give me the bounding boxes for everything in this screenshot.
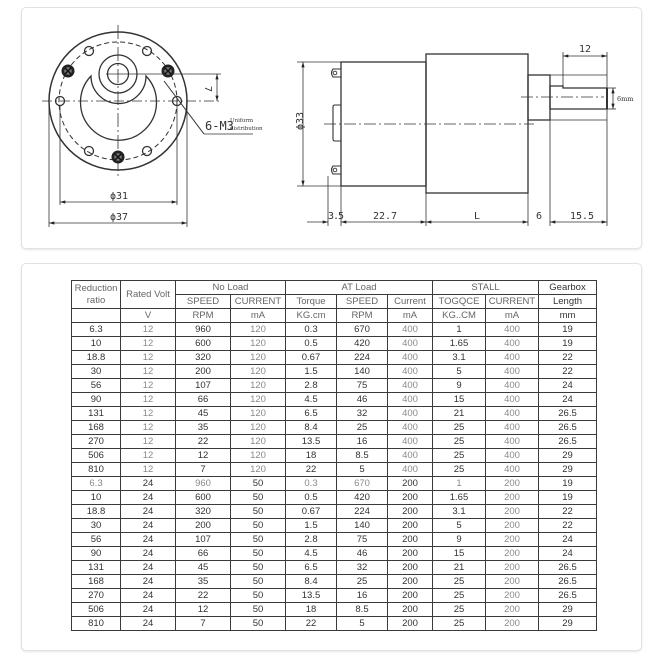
cell-al-torque: 0.3 (286, 323, 337, 337)
header-nl-current: CURRENT (231, 295, 286, 309)
header-st-current: CURRENT (486, 295, 539, 309)
cell-al-current: 200 (388, 477, 433, 491)
cell-nl-current: 120 (231, 323, 286, 337)
cell-al-current: 400 (388, 463, 433, 477)
cell-st-torque: 1 (433, 323, 486, 337)
cell-al-torque: 1.5 (286, 519, 337, 533)
cell-gearbox-length: 29 (539, 449, 597, 463)
cell-al-speed: 75 (337, 379, 388, 393)
cell-gearbox-length: 22 (539, 351, 597, 365)
cell-nl-speed: 107 (176, 379, 231, 393)
cell-st-current: 200 (486, 617, 539, 631)
header-reduction-text: Reduction (74, 282, 118, 294)
cell-nl-speed: 200 (176, 519, 231, 533)
cell-al-speed: 32 (337, 561, 388, 575)
motor-dimension-drawing (1, 1, 660, 261)
cell-nl-current: 50 (231, 617, 286, 631)
cell-nl-current: 120 (231, 463, 286, 477)
table-row (72, 617, 597, 631)
output-shaft (550, 86, 607, 109)
cell-rated-volt: 12 (121, 435, 176, 449)
table-row (72, 421, 597, 435)
cell-st-torque: 15 (433, 393, 486, 407)
header-no-load: No Load (176, 281, 286, 295)
dim-shaft-length-label: 15.5 (570, 211, 595, 222)
cell-nl-speed: 7 (176, 463, 231, 477)
front-view (42, 25, 221, 177)
dim-flat-length-label: 12 (579, 44, 592, 55)
cell-st-current: 400 (486, 337, 539, 351)
cell-rated-volt: 12 (121, 351, 176, 365)
cell-st-current: 400 (486, 365, 539, 379)
table-header (72, 281, 597, 323)
cell-reduction-ratio: 270 (72, 435, 121, 449)
cell-al-torque: 0.67 (286, 505, 337, 519)
cell-nl-speed: 66 (176, 547, 231, 561)
cell-reduction-ratio: 56 (72, 379, 121, 393)
cell-st-current: 200 (486, 533, 539, 547)
cell-reduction-ratio: 270 (72, 589, 121, 603)
cell-al-speed: 16 (337, 589, 388, 603)
cell-gearbox-length: 19 (539, 323, 597, 337)
cell-rated-volt: 12 (121, 393, 176, 407)
cell-al-torque: 6.5 (286, 407, 337, 421)
cell-al-current: 400 (388, 337, 433, 351)
cell-reduction-ratio: 30 (72, 365, 121, 379)
cell-nl-current: 50 (231, 505, 286, 519)
cell-al-torque: 0.5 (286, 337, 337, 351)
cell-rated-volt: 24 (121, 603, 176, 617)
cell-gearbox-length: 24 (539, 379, 597, 393)
header-unit-al-speed: RPM (337, 309, 388, 323)
cell-st-current: 400 (486, 421, 539, 435)
cell-gearbox-length: 22 (539, 505, 597, 519)
cell-rated-volt: 12 (121, 463, 176, 477)
dim-motor-length-label: 22.7 (373, 211, 398, 222)
cell-nl-current: 120 (231, 337, 286, 351)
cell-st-torque: 9 (433, 533, 486, 547)
cell-gearbox-length: 19 (539, 337, 597, 351)
cell-gearbox-length: 22 (539, 519, 597, 533)
dim-gearbox-length-label: L (474, 211, 481, 222)
specification-table-panel (21, 263, 642, 651)
cell-al-speed: 670 (337, 323, 388, 337)
dim-offset-label: 7 (202, 86, 213, 93)
cell-st-torque: 1.65 (433, 491, 486, 505)
dim-body-diameter-label: ϕ33 (295, 111, 306, 130)
header-al-speed: SPEED (337, 295, 388, 309)
cell-al-speed: 75 (337, 533, 388, 547)
cell-rated-volt: 24 (121, 575, 176, 589)
dim-boss-label: 6 (536, 211, 543, 222)
cell-rated-volt: 24 (121, 505, 176, 519)
motor-spec-table (71, 280, 597, 631)
table-row (72, 477, 597, 491)
cell-gearbox-length: 24 (539, 547, 597, 561)
cell-nl-current: 120 (231, 379, 286, 393)
cell-gearbox-length: 24 (539, 533, 597, 547)
cell-al-current: 400 (388, 379, 433, 393)
cell-al-torque: 8.4 (286, 421, 337, 435)
cell-st-current: 200 (486, 519, 539, 533)
header-unit-nl-current: mA (231, 309, 286, 323)
header-unit-st-current: mA (486, 309, 539, 323)
cell-al-current: 200 (388, 575, 433, 589)
table-row (72, 379, 597, 393)
cell-nl-current: 50 (231, 575, 286, 589)
cell-reduction-ratio: 18.8 (72, 505, 121, 519)
cell-rated-volt: 12 (121, 379, 176, 393)
cell-nl-speed: 22 (176, 435, 231, 449)
cell-gearbox-length: 26.5 (539, 561, 597, 575)
cell-al-speed: 420 (337, 337, 388, 351)
cell-gearbox-length: 24 (539, 393, 597, 407)
cell-al-speed: 32 (337, 407, 388, 421)
cell-st-current: 400 (486, 323, 539, 337)
cell-reduction-ratio: 90 (72, 393, 121, 407)
cell-gearbox-length: 19 (539, 491, 597, 505)
cell-nl-speed: 12 (176, 449, 231, 463)
dim-outer-diameter-label: ϕ37 (110, 212, 129, 223)
cell-al-torque: 18 (286, 603, 337, 617)
cell-nl-speed: 600 (176, 491, 231, 505)
table-row (72, 547, 597, 561)
dimension-drawing-panel (21, 7, 642, 249)
cell-st-current: 400 (486, 393, 539, 407)
cell-st-torque: 9 (433, 379, 486, 393)
table-row (72, 463, 597, 477)
cell-nl-speed: 960 (176, 477, 231, 491)
hole-note-distribution: distribution (230, 126, 263, 132)
cell-rated-volt: 24 (121, 617, 176, 631)
cell-nl-current: 120 (231, 435, 286, 449)
cell-st-current: 200 (486, 603, 539, 617)
table-row (72, 505, 597, 519)
header-unit-ratio-blank (72, 309, 121, 323)
output-boss (528, 75, 550, 120)
cell-al-speed: 8.5 (337, 449, 388, 463)
cell-nl-current: 120 (231, 393, 286, 407)
cell-reduction-ratio: 18.8 (72, 351, 121, 365)
cell-al-current: 400 (388, 435, 433, 449)
cell-al-torque: 22 (286, 463, 337, 477)
cell-gearbox-length: 26.5 (539, 435, 597, 449)
cell-al-torque: 13.5 (286, 589, 337, 603)
hole-note-label: 6-M3 (205, 119, 234, 133)
cell-nl-speed: 200 (176, 365, 231, 379)
cell-rated-volt: 24 (121, 491, 176, 505)
cell-st-current: 200 (486, 491, 539, 505)
cell-reduction-ratio: 506 (72, 603, 121, 617)
cell-nl-speed: 7 (176, 617, 231, 631)
cell-rated-volt: 12 (121, 407, 176, 421)
table-row (72, 407, 597, 421)
cell-nl-current: 50 (231, 561, 286, 575)
cell-al-torque: 4.5 (286, 547, 337, 561)
cell-reduction-ratio: 10 (72, 491, 121, 505)
table-row (72, 323, 597, 337)
cell-al-torque: 8.4 (286, 575, 337, 589)
cell-rated-volt: 12 (121, 449, 176, 463)
cell-al-speed: 140 (337, 519, 388, 533)
table-body (72, 323, 597, 631)
cell-al-speed: 8.5 (337, 603, 388, 617)
cell-nl-speed: 320 (176, 351, 231, 365)
cell-al-speed: 670 (337, 477, 388, 491)
cell-st-torque: 25 (433, 575, 486, 589)
dim-bolt-circle-label: ϕ31 (110, 191, 129, 202)
table-row (72, 435, 597, 449)
cell-gearbox-length: 26.5 (539, 575, 597, 589)
cell-al-torque: 13.5 (286, 435, 337, 449)
cell-al-current: 200 (388, 603, 433, 617)
cell-nl-current: 50 (231, 603, 286, 617)
cell-al-torque: 1.5 (286, 365, 337, 379)
cell-al-current: 200 (388, 505, 433, 519)
cell-nl-speed: 320 (176, 505, 231, 519)
cell-st-current: 400 (486, 351, 539, 365)
cell-reduction-ratio: 10 (72, 337, 121, 351)
table-row (72, 575, 597, 589)
header-al-current: Current (388, 295, 433, 309)
cell-gearbox-length: 22 (539, 365, 597, 379)
cell-al-torque: 2.8 (286, 533, 337, 547)
cell-reduction-ratio: 168 (72, 575, 121, 589)
cell-rated-volt: 24 (121, 547, 176, 561)
cell-nl-current: 50 (231, 477, 286, 491)
cell-al-torque: 4.5 (286, 393, 337, 407)
cell-st-torque: 25 (433, 421, 486, 435)
cell-st-torque: 25 (433, 463, 486, 477)
cell-al-speed: 16 (337, 435, 388, 449)
cell-nl-current: 50 (231, 589, 286, 603)
cell-nl-current: 50 (231, 519, 286, 533)
table-row (72, 337, 597, 351)
header-rated-volt: Rated Volt (121, 281, 176, 309)
table-row (72, 533, 597, 547)
cell-st-current: 200 (486, 505, 539, 519)
cell-al-torque: 0.3 (286, 477, 337, 491)
cell-nl-speed: 45 (176, 561, 231, 575)
header-al-torque: Torque (286, 295, 337, 309)
cell-al-current: 400 (388, 449, 433, 463)
cell-reduction-ratio: 6.3 (72, 323, 121, 337)
header-unit-gb-length: mm (539, 309, 597, 323)
cell-st-current: 200 (486, 477, 539, 491)
cell-reduction-ratio: 56 (72, 533, 121, 547)
cell-reduction-ratio: 6.3 (72, 477, 121, 491)
cell-st-torque: 15 (433, 547, 486, 561)
cell-al-current: 200 (388, 519, 433, 533)
cell-gearbox-length: 29 (539, 617, 597, 631)
cell-al-torque: 18 (286, 449, 337, 463)
cell-al-speed: 46 (337, 393, 388, 407)
cell-nl-current: 120 (231, 351, 286, 365)
cell-reduction-ratio: 131 (72, 407, 121, 421)
header-reduction-ratio (72, 281, 121, 309)
table-row (72, 603, 597, 617)
header-nl-speed: SPEED (176, 295, 231, 309)
cell-al-speed: 5 (337, 463, 388, 477)
cell-reduction-ratio: 506 (72, 449, 121, 463)
cell-nl-current: 50 (231, 547, 286, 561)
header-ratio-text: ratio (86, 294, 106, 306)
cell-gearbox-length: 26.5 (539, 407, 597, 421)
cell-st-torque: 3.1 (433, 351, 486, 365)
cell-reduction-ratio: 30 (72, 519, 121, 533)
cell-rated-volt: 12 (121, 323, 176, 337)
cell-al-speed: 420 (337, 491, 388, 505)
cell-al-torque: 6.5 (286, 561, 337, 575)
cell-nl-current: 120 (231, 365, 286, 379)
cell-rated-volt: 24 (121, 561, 176, 575)
cell-reduction-ratio: 131 (72, 561, 121, 575)
cell-rated-volt: 12 (121, 421, 176, 435)
table-row (72, 351, 597, 365)
cell-al-current: 200 (388, 491, 433, 505)
cell-nl-speed: 35 (176, 575, 231, 589)
cell-al-speed: 46 (337, 547, 388, 561)
cell-rated-volt: 24 (121, 533, 176, 547)
table-row (72, 449, 597, 463)
header-st-torque: TOGQCE (433, 295, 486, 309)
cell-al-current: 400 (388, 407, 433, 421)
cell-al-current: 200 (388, 547, 433, 561)
cell-al-current: 400 (388, 365, 433, 379)
cell-reduction-ratio: 90 (72, 547, 121, 561)
cell-st-torque: 1.65 (433, 337, 486, 351)
header-unit-al-torque: KG.cm (286, 309, 337, 323)
cell-nl-speed: 66 (176, 393, 231, 407)
cell-al-current: 400 (388, 421, 433, 435)
cell-reduction-ratio: 810 (72, 463, 121, 477)
table-row (72, 561, 597, 575)
mount-hole (85, 147, 94, 156)
header-unit-nl-speed: RPM (176, 309, 231, 323)
cell-st-torque: 25 (433, 435, 486, 449)
cell-al-speed: 140 (337, 365, 388, 379)
cell-st-torque: 25 (433, 589, 486, 603)
header-unit-al-current: mA (388, 309, 433, 323)
cell-rated-volt: 12 (121, 365, 176, 379)
cell-st-current: 200 (486, 589, 539, 603)
cell-nl-current: 120 (231, 407, 286, 421)
cell-st-torque: 5 (433, 519, 486, 533)
table-row (72, 589, 597, 603)
header-gearbox: Gearbox (539, 281, 597, 295)
cell-al-speed: 25 (337, 421, 388, 435)
cell-st-torque: 5 (433, 365, 486, 379)
cell-st-torque: 25 (433, 603, 486, 617)
hole-note-uniform: Uniform (230, 118, 254, 124)
cell-al-speed: 5 (337, 617, 388, 631)
cell-nl-speed: 600 (176, 337, 231, 351)
cell-reduction-ratio: 810 (72, 617, 121, 631)
cell-nl-speed: 22 (176, 589, 231, 603)
header-at-load: AT Load (286, 281, 433, 295)
cell-al-current: 200 (388, 617, 433, 631)
mount-hole (143, 47, 152, 56)
cell-rated-volt: 24 (121, 477, 176, 491)
cell-reduction-ratio: 168 (72, 421, 121, 435)
cell-nl-current: 50 (231, 533, 286, 547)
table-row (72, 393, 597, 407)
cell-st-current: 200 (486, 575, 539, 589)
cell-nl-speed: 107 (176, 533, 231, 547)
table-row (72, 491, 597, 505)
gearbox-body (426, 54, 528, 193)
cell-st-current: 200 (486, 547, 539, 561)
side-view-dimensions (297, 52, 616, 226)
cell-st-current: 400 (486, 449, 539, 463)
cell-nl-speed: 960 (176, 323, 231, 337)
cell-st-current: 400 (486, 435, 539, 449)
cell-al-current: 400 (388, 393, 433, 407)
cell-al-current: 400 (388, 323, 433, 337)
cell-al-current: 200 (388, 533, 433, 547)
table-row (72, 365, 597, 379)
cell-al-torque: 2.8 (286, 379, 337, 393)
cell-st-torque: 25 (433, 449, 486, 463)
cell-nl-current: 120 (231, 449, 286, 463)
cell-al-current: 200 (388, 589, 433, 603)
header-gb-length: Length (539, 295, 597, 309)
cell-st-current: 400 (486, 407, 539, 421)
cell-gearbox-length: 29 (539, 603, 597, 617)
cell-nl-speed: 12 (176, 603, 231, 617)
cell-st-current: 200 (486, 561, 539, 575)
cell-gearbox-length: 26.5 (539, 421, 597, 435)
cell-st-torque: 21 (433, 407, 486, 421)
cell-al-current: 200 (388, 561, 433, 575)
cell-al-speed: 224 (337, 351, 388, 365)
header-unit-st-torque: KG..CM (433, 309, 486, 323)
cell-nl-speed: 45 (176, 407, 231, 421)
cell-st-torque: 1 (433, 477, 486, 491)
cell-st-current: 400 (486, 379, 539, 393)
cell-rated-volt: 12 (121, 337, 176, 351)
table-row (72, 519, 597, 533)
cell-al-speed: 224 (337, 505, 388, 519)
cell-st-torque: 21 (433, 561, 486, 575)
cell-st-torque: 3.1 (433, 505, 486, 519)
dim-shaft-diameter-label: 6mm (617, 95, 634, 103)
cell-al-current: 400 (388, 351, 433, 365)
cell-gearbox-length: 26.5 (539, 589, 597, 603)
cell-al-torque: 22 (286, 617, 337, 631)
cell-rated-volt: 24 (121, 519, 176, 533)
cell-gearbox-length: 29 (539, 463, 597, 477)
cell-al-torque: 0.67 (286, 351, 337, 365)
cell-nl-speed: 35 (176, 421, 231, 435)
cell-al-speed: 25 (337, 575, 388, 589)
header-stall: STALL (433, 281, 539, 295)
cell-nl-current: 120 (231, 421, 286, 435)
cell-st-current: 400 (486, 463, 539, 477)
cell-al-torque: 0.5 (286, 491, 337, 505)
dim-terminal-label: 3.5 (328, 211, 344, 222)
cell-st-torque: 25 (433, 617, 486, 631)
cell-gearbox-length: 19 (539, 477, 597, 491)
header-unit-volt: V (121, 309, 176, 323)
cell-nl-current: 50 (231, 491, 286, 505)
cell-rated-volt: 24 (121, 589, 176, 603)
